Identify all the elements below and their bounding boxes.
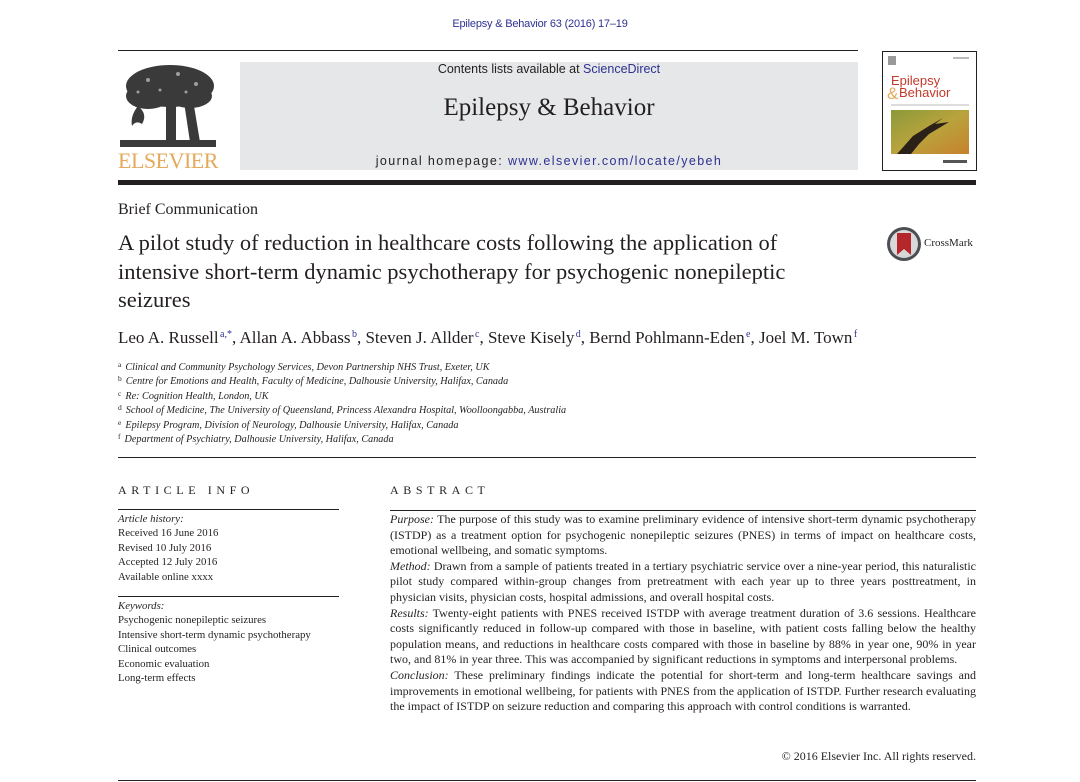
affiliation-text: Centre for Emotions and Health, Faculty of Medicine, Dalhousie University, Halifax, Canada [125, 376, 509, 388]
affiliation-key: e [118, 417, 122, 427]
keyword-item[interactable]: Psychogenic nonepileptic seizures [118, 614, 267, 627]
author-affiliation-marker[interactable]: a,* [220, 329, 232, 340]
abstract-section-label: Conclusion: [390, 667, 449, 682]
journal-cover-image [883, 52, 976, 170]
cover-title-line1: Epilepsy [891, 73, 941, 88]
author-list [118, 328, 857, 348]
abstract-section-label: Method: [390, 558, 431, 573]
affiliation [118, 404, 566, 418]
author-separator: , [356, 328, 366, 347]
affiliation-key: f [118, 432, 121, 442]
abstract-rule [390, 510, 976, 511]
copyright-notice: © 2016 Elsevier Inc. All rights reserved. [781, 749, 976, 763]
affiliation [118, 390, 566, 404]
crossmark-button[interactable] [886, 226, 981, 262]
author-name: Steven J. Allder [365, 328, 474, 347]
article-info-rule [118, 509, 339, 510]
author-name: Joel M. Town [759, 328, 853, 347]
cover-ampersand: & [887, 84, 899, 103]
keyword-item[interactable]: Economic evaluation [118, 657, 210, 670]
affiliation [118, 419, 566, 433]
contents-line [240, 62, 858, 76]
affiliation-text: Epilepsy Program, Division of Neurology, Dalhousie University, Halifax, Canada [125, 419, 459, 431]
crossmark-icon [886, 226, 922, 262]
author-name: Allan A. Abbass [239, 328, 351, 347]
abstract-section-label: Purpose: [390, 512, 434, 526]
elsevier-tree-icon [118, 62, 218, 150]
article-history [118, 512, 218, 584]
elsevier-wordmark: ELSEVIER [118, 148, 218, 173]
history-label: Article history: [118, 513, 184, 525]
header-thick-rule [118, 180, 976, 185]
article-title: A pilot study of reduction in healthcare costs following the application of intensive short-term dynamic psychotherapy for psychogenic nonepileptic seizures [118, 230, 786, 312]
keyword-item[interactable]: Intensive short-term dynamic psychotherapy [118, 628, 311, 641]
journal-citation: Epilepsy & Behavior 63 (2016) 17–19 [452, 18, 628, 30]
journal-cover[interactable] [882, 51, 977, 171]
keyword-item[interactable]: Clinical outcomes [118, 643, 197, 656]
keywords-rule [118, 596, 339, 597]
affiliation [118, 375, 566, 389]
elsevier-logo[interactable] [118, 60, 218, 174]
abstract-method [390, 559, 976, 606]
author-name: Leo A. Russell [118, 328, 219, 347]
abstract-section-text: Drawn from a sample of patients treated in a tertiary psychiatric service over a nine-year period, this naturalistic pilot study compared within-group changes from pretreatment with each year up to three years posttreatment, in physician visits, physician costs, hospital admissions, and overall hospital costs. [390, 558, 976, 604]
author-affiliation-marker[interactable]: b [351, 329, 357, 340]
crossmark-label: CrossMark [924, 237, 973, 249]
journal-homepage [240, 154, 858, 168]
history-item: Accepted 12 July 2016 [118, 556, 218, 569]
abstract-section-label: Results: [390, 605, 429, 620]
affiliation-text: Re: Cognition Health, London, UK [125, 390, 269, 402]
author-separator: , [580, 328, 590, 347]
homepage-link[interactable]: www.elsevier.com/locate/yebeh [507, 154, 723, 168]
author[interactable] [365, 328, 479, 347]
author-name: Steve Kisely [487, 328, 575, 347]
footer-rule [118, 780, 976, 781]
author[interactable] [589, 328, 750, 347]
keywords-label: Keywords: [118, 600, 165, 612]
author-affiliation-marker[interactable]: d [575, 329, 581, 340]
author-separator: , [479, 328, 488, 347]
abstract-heading: ABSTRACT [390, 483, 490, 497]
author[interactable] [118, 328, 232, 347]
history-item: Revised 10 July 2016 [118, 541, 212, 554]
section-divider [118, 457, 976, 458]
author[interactable] [488, 328, 581, 347]
author-separator: , [750, 328, 759, 347]
affiliation-key: b [118, 374, 122, 384]
author[interactable] [759, 328, 857, 347]
abstract-section-text: These preliminary findings indicate the potential for short-term and long-term healthcare savings and improvements in emotional wellbeing, for patients with PNES from the application of ISTDP. Further research evaluating the impact of ISTDP on seizure reduction and comparing this approach with control conditions is warranted. [390, 667, 976, 714]
abstract-section-text: The purpose of this study was to examine preliminary evidence of intensive short-term dynamic psychotherapy (ISTDP) as a treatment option for psychogenic nonepileptic seizures (PNES) in terms of impact on healthcare costs, emotional wellbeing, and somatic symptoms. [390, 512, 976, 558]
history-item: Available online xxxx [118, 570, 214, 583]
affiliation-list [118, 361, 566, 447]
header-rule [118, 50, 858, 51]
author-affiliation-marker[interactable]: e [746, 329, 751, 340]
affiliation-text: School of Medicine, The University of Queensland, Princess Alexandra Hospital, Woolloongabba, Australia [125, 405, 567, 417]
journal-banner [240, 62, 858, 170]
affiliation [118, 433, 566, 447]
journal-title: Epilepsy & Behavior [443, 94, 655, 121]
affiliation-text: Clinical and Community Psychology Services, Devon Partnership NHS Trust, Exeter, UK [125, 362, 490, 373]
author-affiliation-marker[interactable]: c [475, 329, 480, 340]
history-item: Received 16 June 2016 [118, 527, 219, 540]
author-affiliation-marker[interactable]: f [853, 329, 858, 340]
abstract-purpose [390, 512, 976, 559]
affiliation [118, 361, 566, 375]
affiliation-key: a [118, 360, 122, 369]
author-separator: , [231, 328, 240, 347]
affiliation-key: c [118, 388, 122, 398]
article-info-heading: ARTICLE INFO [118, 483, 255, 497]
abstract-conclusion [390, 668, 976, 715]
abstract-results [390, 606, 976, 668]
affiliation-text: Department of Psychiatry, Dalhousie University, Halifax, Canada [124, 434, 394, 446]
keywords [118, 599, 311, 685]
sciencedirect-link[interactable]: ScienceDirect [583, 62, 661, 76]
keyword-item[interactable]: Long-term effects [118, 672, 196, 685]
abstract-section-text: Twenty-eight patients with PNES received ISTDP with average treatment duration of 3.6 sessions. Healthcare costs significantly reduced in follow-up compared with those in baseline, with patient costs falling below the healthy population means, and reductions in healthcare costs compared with those in baseline by 88% in year one, 90% in year two, and 81% in year three. This was accompanied by significant reductions in symptoms and interpersonal problems. [390, 605, 976, 667]
author[interactable] [240, 328, 357, 347]
article-type: Brief Communication [118, 201, 258, 218]
affiliation-key: d [118, 403, 122, 413]
author-name: Bernd Pohlmann-Eden [589, 328, 745, 347]
homepage-prefix: journal homepage: [375, 154, 508, 168]
cover-title-line2: Behavior [899, 85, 951, 100]
contents-prefix: Contents lists available at [437, 62, 584, 76]
abstract-body [390, 512, 976, 715]
